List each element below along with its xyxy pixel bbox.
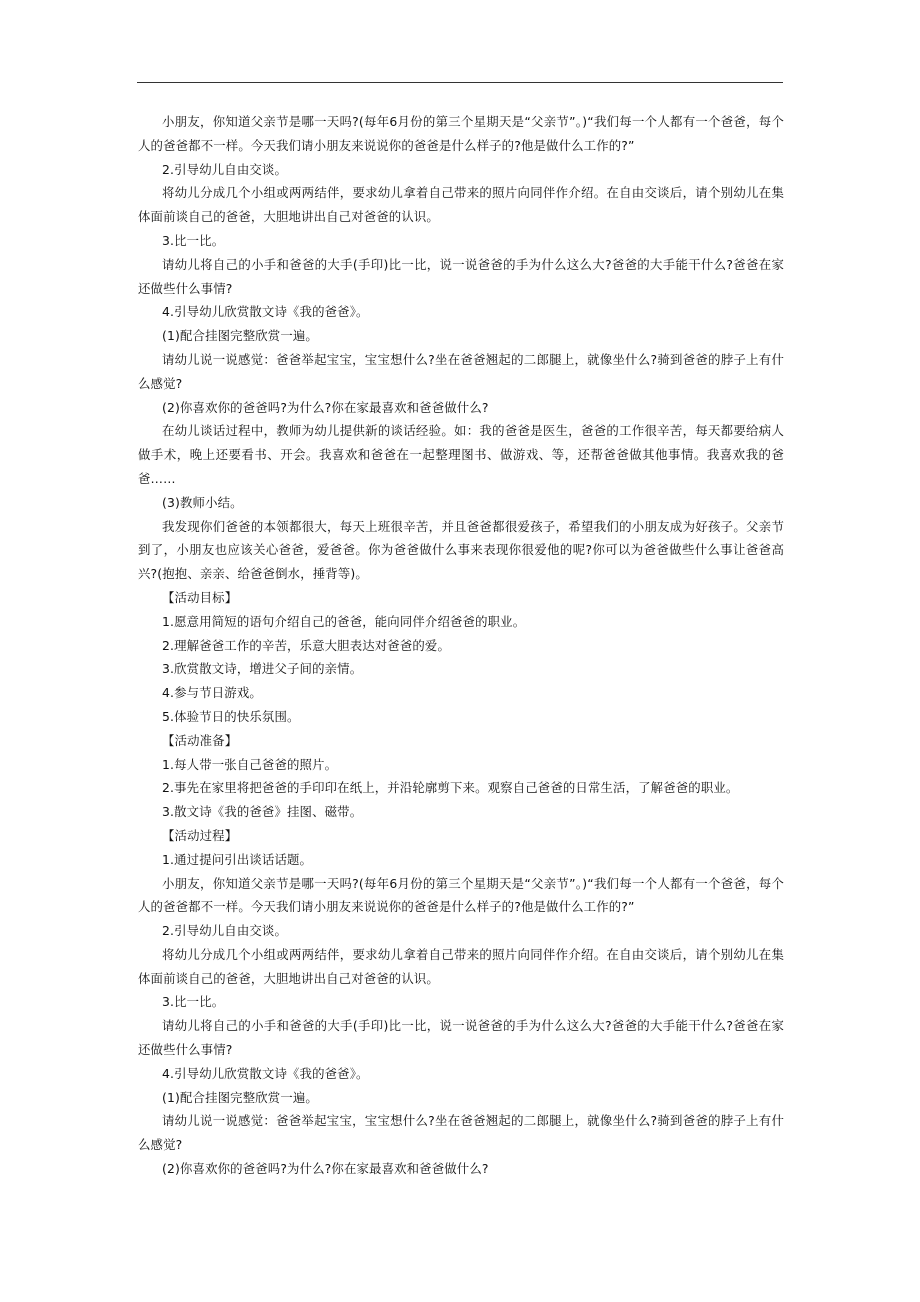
body-paragraph: 我发现你们爸爸的本领都很大，每天上班很辛苦，并且爸爸都很爱孩子，希望我们的小朋友成为好孩子。父亲节到了，小朋友也应该关心爸爸，爱爸爸。你为爸爸做什么事来表现你很爱他的呢?你可以为爸爸做些什么事让爸爸高兴?(抱抱、亲亲、给爸爸倒水，捶背等)。 [138,518,784,582]
section-heading-goals: 【活动目标】 [162,589,238,605]
goal-item: 5.体验节日的快乐氛围。 [162,708,300,724]
sub-step: (1)配合挂图完整欣赏一遍。 [162,328,318,344]
step-heading: 4.引导幼儿欣赏散文诗《我的爸爸》。 [162,304,369,320]
goal-item: 4.参与节日游戏。 [162,685,262,701]
preparation-item: 2.事先在家里将把爸爸的手印印在纸上，并沿轮廓剪下来。观察自己爸爸的日常生活，了解爸爸的职业。 [162,780,739,796]
section-heading-process: 【活动过程】 [162,827,238,843]
sub-step: (2)你喜欢你的爸爸吗?为什么?你在家最喜欢和爸爸做什么? [162,399,489,415]
body-paragraph: 在幼儿谈话过程中，教师为幼儿提供新的谈话经验。如：我的爸爸是医生，爸爸的工作很辛苦，每天都要给病人做手术，晚上还要看书、开会。我喜欢和爸爸在一起整理图书、做游戏、等，还帮爸爸做其他事情。我喜欢我的爸爸…… [138,423,784,486]
body-paragraph: 将幼儿分成几个小组或两两结伴，要求幼儿拿着自己带来的照片向同伴作介绍。在自由交谈后，请个别幼儿在集体面前谈自己的爸爸，大胆地讲出自己对爸爸的认识。 [138,946,784,986]
intro-question-paragraph: 小朋友，你知道父亲节是哪一天吗?(每年6月份的第三个星期天是“父亲节”。)“我们每一个人都有一个爸爸，每个人的爸爸都不一样。今天我们请小朋友来说说你的爸爸是什么样子的?他是做什么工作的?” [138,875,784,915]
step-heading: 3.比一比。 [162,994,225,1010]
document-body [138,110,784,1181]
sub-step: (1)配合挂图完整欣赏一遍。 [162,1089,318,1105]
sub-step: (3)教师小结。 [162,494,243,510]
step-heading: 2.引导幼儿自由交谈。 [162,161,287,177]
preparation-item: 3.散文诗《我的爸爸》挂图、磁带。 [162,804,363,820]
goal-item: 2.理解爸爸工作的辛苦，乐意大胆表达对爸爸的爱。 [162,637,451,653]
body-paragraph: 请幼儿将自己的小手和爸爸的大手(手印)比一比，说一说爸爸的手为什么这么大?爸爸的大手能干什么?爸爸在家还做些什么事情? [138,256,784,296]
body-paragraph: 请幼儿说一说感觉：爸爸举起宝宝，宝宝想什么?坐在爸爸翘起的二郎腿上，就像坐什么?骑到爸爸的脖子上有什么感觉? [138,351,784,391]
step-heading: 3.比一比。 [162,232,225,248]
body-paragraph: 请幼儿说一说感觉：爸爸举起宝宝，宝宝想什么?坐在爸爸翘起的二郎腿上，就像坐什么?骑到爸爸的脖子上有什么感觉? [138,1113,784,1153]
section-heading-preparation: 【活动准备】 [162,732,238,748]
sub-step: (2)你喜欢你的爸爸吗?为什么?你在家最喜欢和爸爸做什么? [162,1161,489,1177]
step-heading: 4.引导幼儿欣赏散文诗《我的爸爸》。 [162,1065,369,1081]
intro-question-paragraph: 小朋友，你知道父亲节是哪一天吗?(每年6月份的第三个星期天是“父亲节”。)“我们每一个人都有一个爸爸，每个人的爸爸都不一样。今天我们请小朋友来说说你的爸爸是什么样子的?他是做什么工作的?” [138,114,784,153]
step-heading: 2.引导幼儿自由交谈。 [162,923,287,939]
preparation-item: 1.每人带一张自己爸爸的照片。 [162,756,338,772]
goal-item: 3.欣赏散文诗，增进父子间的亲情。 [162,661,363,677]
body-paragraph: 请幼儿将自己的小手和爸爸的大手(手印)比一比，说一说爸爸的手为什么这么大?爸爸的大手能干什么?爸爸在家还做些什么事情? [138,1018,784,1058]
step-heading: 1.通过提问引出谈话话题。 [162,851,313,867]
body-paragraph: 将幼儿分成几个小组或两两结伴，要求幼儿拿着自己带来的照片向同伴作介绍。在自由交谈后，请个别幼儿在集体面前谈自己的爸爸，大胆地讲出自己对爸爸的认识。 [138,185,784,225]
header-rule [137,82,783,83]
goal-item: 1.愿意用简短的语句介绍自己的爸爸，能向同伴介绍爸爸的职业。 [162,613,526,629]
